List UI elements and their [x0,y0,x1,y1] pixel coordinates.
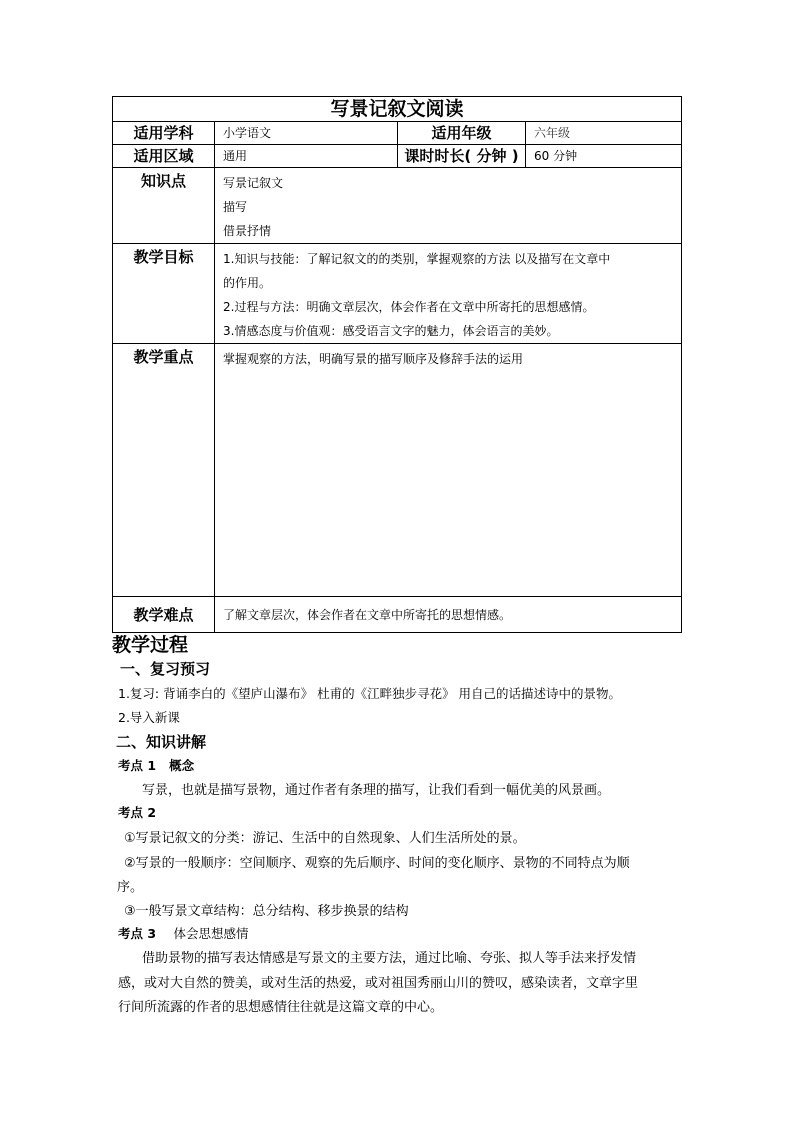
goal-line: 的作用。 [223,276,272,290]
difficulty-value: 了解文章层次，体会作者在文章中所寄托的思想情感。 [215,597,682,633]
review-item-1: 1.复习: 背诵李白的《望庐山瀑布》 杜甫的《江畔独步寻花》 用自己的话描述诗中的景物。 [118,686,622,701]
kp2-line-3: ③一般写景文章结构：总分结构、移步换景的结构 [124,904,409,919]
kp3-line-3: 行间所流露的作者的思想感情往往就是这篇文章的中心。 [118,1000,444,1015]
grade-value: 六年级 [526,122,682,145]
document-title: 写景记叙文阅读 [113,97,682,122]
duration-value: 60 分钟 [526,145,682,168]
kp3-line-1: 借助景物的描写表达情感是写景文的主要方法，通过比喻、夸张、拟人等手法来抒发情 [142,951,637,966]
kp3-label: 考点 3 [118,926,157,941]
knowledge-list [215,168,682,244]
review-item-2: 2.导入新课 [118,710,180,725]
kp3-title: 体会思想感情 [173,926,249,941]
goal-line: 1.知识与技能：了解记叙文的的类别，掌握观察的方法 以及描写在文章中 [223,252,611,266]
knowledge-item: 借景抒情 [223,224,272,238]
kp2-line-1: ①写景记叙文的分类：游记、生活中的自然现象、人们生活所处的景。 [124,831,526,846]
goals-label: 教学目标 [113,244,215,344]
kp1-title: 概念 [169,758,195,773]
goal-line: 2.过程与方法：明确文章层次，体会作者在文章中所寄托的思想感情。 [223,300,595,314]
region-value: 通用 [215,145,398,168]
focus-text: 掌握观察的方法，明确写景的描写顺序及修辞手法的运用 [223,352,524,366]
kp2-label: 考点 2 [118,805,157,820]
subject-value: 小学语文 [215,122,398,145]
kp2-line-2: ②写景的一般顺序：空间顺序、观察的先后顺序、时间的变化顺序、景物的不同特点为顺 [124,856,630,871]
kp2-line-2-cont: 序。 [117,880,144,895]
focus-label: 教学重点 [113,344,215,597]
goal-line: 3.情感态度与价值观：感受语言文字的魅力，体会语言的美妙。 [223,324,559,338]
knowledge-item: 描写 [223,200,248,214]
knowledge-item: 写景记叙文 [223,176,284,190]
kp1-label: 考点 1 [118,758,157,773]
difficulty-label: 教学难点 [113,597,215,633]
section-review: 一、复习预习 [120,660,211,678]
kp1-text: 写景，也就是描写景物，通过作者有条理的描写，让我们看到一幅优美的风景画。 [142,783,611,798]
subject-label: 适用学科 [113,122,215,145]
focus-value [215,344,682,597]
process-heading: 教学过程 [112,634,189,656]
kp3-line-2: 感，或对大自然的赞美，或对生活的热爱，或对祖国秀丽山川的赞叹，感染读者，文章字里 [118,976,639,991]
grade-label: 适用年级 [398,122,526,145]
knowledge-label: 知识点 [113,168,215,244]
goals-list [215,244,682,344]
lesson-info-table [112,96,682,633]
section-knowledge: 二、知识讲解 [116,733,207,751]
duration-label: 课时时长( 分钟 ) [398,145,526,168]
region-label: 适用区域 [113,145,215,168]
kp1-heading [118,756,688,774]
kp3-heading [118,924,688,942]
